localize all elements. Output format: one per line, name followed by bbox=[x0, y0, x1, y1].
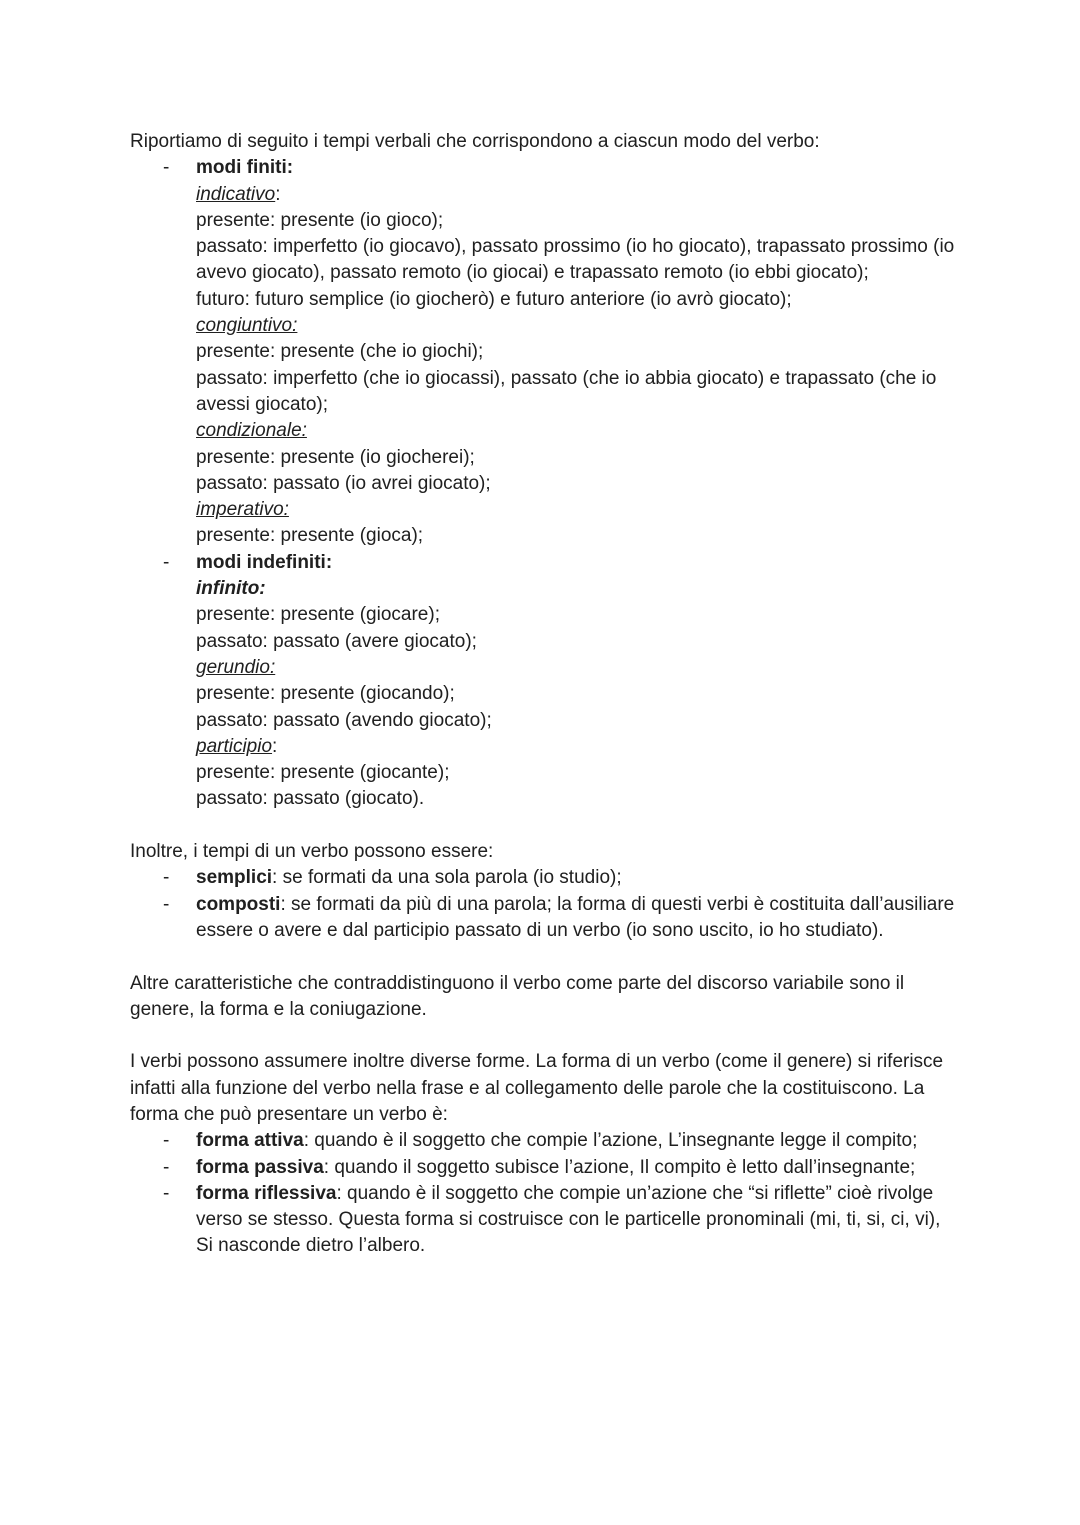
modi-finiti-heading: modi finiti: bbox=[196, 157, 294, 179]
forme-intro: I verbi possono assumere inoltre diverse forme. La forma di un verbo (come il genere) si riferisce infatti alla funzione del verbo nella frase e al collegamento delle parole che la costituiscono. La forma che può presentare un verbo è: bbox=[130, 1051, 944, 1125]
list-item-modi-finiti: - modi finiti: indicativo: presente: presente (io gioco); passato: imperfetto (io giocavo), passato prossimo (io ho giocato), trapassato prossimo (io avevo giocato), passato remoto (io giocai) e trapassato remoto (io ebbi giocato); futuro: futuro semplice (io giocherò) e futuro anteriore (io avrò giocato); congiuntivo: presente: presente (che io giochi); passato: imperfetto (che io giocassi), passato (che io abbia giocato) e trapassato (che io avessi giocato); condizionale: presente: presente (io giocherei); passato: passato (io avrei giocato); imperativo: presente: presente (gioca); bbox=[130, 155, 960, 549]
text-line: presente: presente (io giocherei); bbox=[196, 446, 475, 468]
modi-list bbox=[130, 155, 960, 812]
condizionale-title: condizionale: bbox=[196, 420, 307, 442]
text-line: passato: passato (giocato). bbox=[196, 788, 425, 810]
item-text: : quando il soggetto subisce l’azione, Il compito è letto dall’insegnante; bbox=[323, 1156, 916, 1178]
dash-bullet: - bbox=[163, 1182, 170, 1204]
list-item-forma-passiva bbox=[130, 1155, 960, 1181]
document-page bbox=[130, 129, 960, 1260]
modi-indefiniti-heading: modi indefiniti: bbox=[196, 551, 333, 573]
list-item-semplici bbox=[130, 865, 960, 891]
text-line: passato: passato (avere giocato); bbox=[196, 630, 477, 652]
text-line: presente: presente (giocando); bbox=[196, 683, 455, 705]
item-text: : quando è il soggetto che compie un’azione che “si riflette” cioè rivolge verso se stesso. Questa forma si costruisce con le particelle pronominali (mi, ti, si, ci, vi), Si nasconde dietro l’albero. bbox=[196, 1182, 941, 1257]
text-line: futuro: futuro semplice (io giocherò) e futuro anteriore (io avrò giocato); bbox=[196, 288, 792, 310]
item-text: : se formati da più di una parola; la forma di questi verbi è costituita dall’ausiliare essere o avere e dal participio passato di un verbo (io sono uscito, io ho studiato). bbox=[196, 893, 955, 941]
list-item-modi-indefiniti: - modi indefiniti: infinito: presente: presente (giocare); passato: passato (avere giocato); gerundio: presente: presente (giocando); passato: passato (avendo giocato); participio: presente: presente (giocante); passato: passato (giocato). bbox=[130, 550, 960, 813]
dash-bullet: - bbox=[163, 893, 170, 915]
text-line: presente: presente (che io giochi); bbox=[196, 341, 484, 363]
congiuntivo-title: congiuntivo: bbox=[196, 315, 298, 337]
dash-bullet: - bbox=[163, 551, 170, 573]
dash-bullet: - bbox=[163, 1130, 170, 1152]
item-text: : se formati da una sola parola (io studio); bbox=[272, 867, 622, 889]
dash-bullet: - bbox=[163, 867, 170, 889]
text-line: presente: presente (io gioco); bbox=[196, 209, 444, 231]
intro-paragraph: Riportiamo di seguito i tempi verbali che corrispondono a ciascun modo del verbo: bbox=[130, 131, 820, 152]
text-line: presente: presente (gioca); bbox=[196, 525, 424, 547]
participio-title: participio bbox=[196, 735, 273, 757]
term-forma-passiva: forma passiva bbox=[196, 1156, 324, 1178]
imperativo-title: imperativo: bbox=[196, 499, 289, 521]
indicativo-title: indicativo bbox=[196, 183, 276, 205]
text-line: passato: passato (io avrei giocato); bbox=[196, 472, 491, 494]
infinito-title: infinito: bbox=[196, 578, 266, 600]
forme-list bbox=[130, 1128, 960, 1259]
dash-bullet: - bbox=[163, 1156, 170, 1178]
term-semplici: semplici bbox=[196, 867, 273, 889]
list-item-forma-riflessiva bbox=[130, 1181, 960, 1260]
text-line: presente: presente (giocante); bbox=[196, 762, 450, 784]
text-line: presente: presente (giocare); bbox=[196, 604, 440, 626]
text-line: passato: imperfetto (io giocavo), passato prossimo (io ho giocato), trapassato prossimo (io avevo giocato), passato remoto (io giocai) e trapassato remoto (io ebbi giocato); bbox=[196, 236, 955, 284]
dash-bullet: - bbox=[163, 157, 170, 179]
gerundio-title: gerundio: bbox=[196, 656, 276, 678]
term-composti: composti bbox=[196, 893, 281, 915]
altre-paragraph: Altre caratteristiche che contraddistinguono il verbo come parte del discorso variabile sono il genere, la forma e la coniugazione. bbox=[130, 972, 905, 1020]
text-line: passato: passato (avendo giocato); bbox=[196, 709, 492, 731]
item-text: : quando è il soggetto che compie l’azione, L’insegnante legge il compito; bbox=[303, 1130, 918, 1152]
list-item-forma-attiva bbox=[130, 1128, 960, 1154]
list-item-composti bbox=[130, 892, 960, 945]
tempi-intro: Inoltre, i tempi di un verbo possono essere: bbox=[130, 841, 494, 863]
term-forma-attiva: forma attiva bbox=[196, 1130, 304, 1152]
tempi-list bbox=[130, 865, 960, 944]
term-forma-riflessiva: forma riflessiva bbox=[196, 1182, 337, 1204]
text-line: passato: imperfetto (che io giocassi), passato (che io abbia giocato) e trapassato (che io avessi giocato); bbox=[196, 367, 937, 415]
